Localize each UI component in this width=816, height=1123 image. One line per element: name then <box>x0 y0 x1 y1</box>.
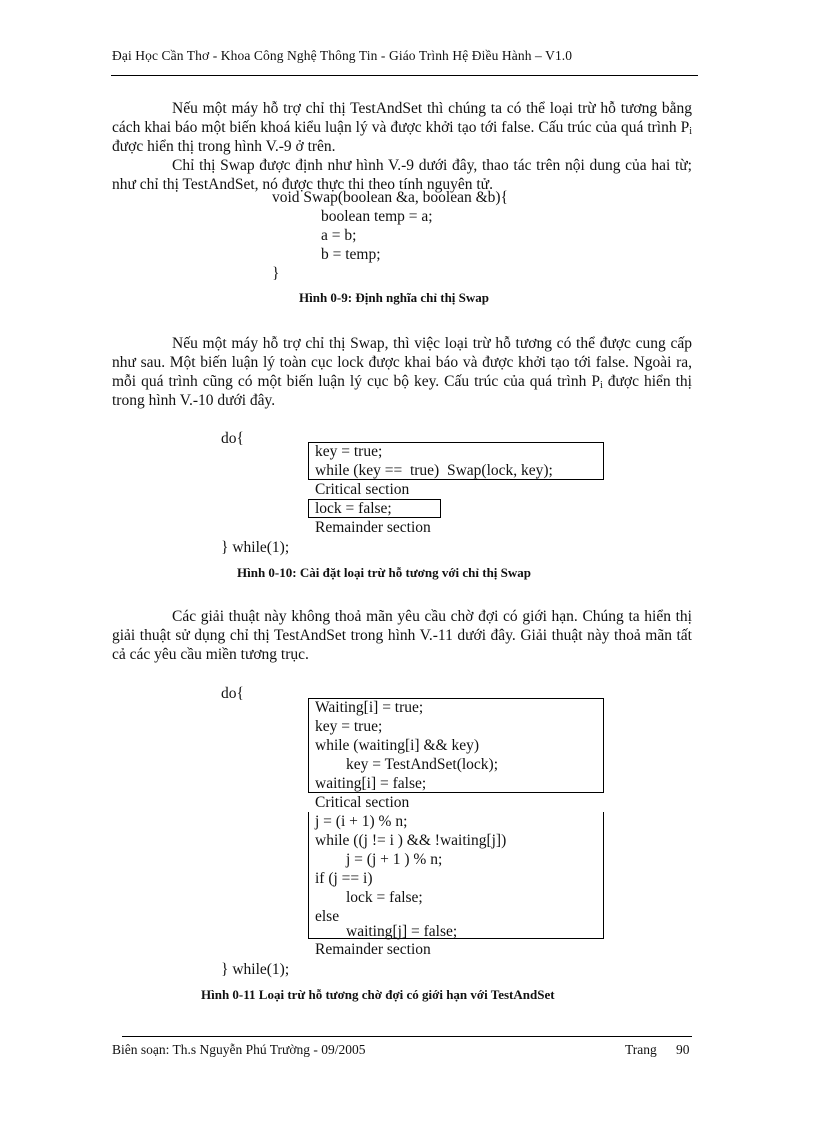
code-line: while (waiting[i] && key) <box>315 737 479 754</box>
figure-11-critical: Critical section <box>315 794 410 811</box>
code-line: boolean temp = a; <box>321 208 433 225</box>
figure-10-caption: Hình 0-10: Cài đặt loại trừ hỗ tương với chỉ thị Swap <box>237 565 532 580</box>
paragraph-testandset: Nếu một máy hỗ trợ chỉ thị TestAndSet thì chúng ta có thể loại trừ hỗ tương bằng cách khai báo một biến khoá kiểu luận lý và được khởi tạo tới false. Cấu trúc của quá trình $P_i$ được hiển thị trong hình V.-9 ở trên. <box>112 100 692 155</box>
code-line: while (key == true) Swap(lock, key); <box>315 462 553 479</box>
footer-page-number: 90 <box>676 1042 690 1057</box>
code-line: void Swap(boolean &a, boolean &b){ <box>272 189 509 206</box>
code-line: j = (j + 1 ) % n; <box>315 851 443 868</box>
code-line: key = TestAndSet(lock); <box>315 756 499 773</box>
header-rule <box>111 75 698 76</box>
section-2 <box>112 334 692 410</box>
figure-10-do: do{ <box>221 430 244 447</box>
code-line: else <box>315 908 340 925</box>
code-line: lock = false; <box>315 889 423 906</box>
code-line: lock = false; <box>315 500 392 517</box>
figure-9-code <box>272 188 508 283</box>
code-line: waiting[i] = false; <box>315 775 427 792</box>
section-3 <box>112 607 692 664</box>
paragraph-swap-def: Chỉ thị Swap được định như hình V.-9 dưới đây, thao tác trên nội dung của hai từ; như chỉ thị TestAndSet, nó được thực thi theo tính nguyên tử. <box>112 157 692 193</box>
figure-11-caption: Hình 0-11 Loại trừ hỗ tương chờ đợi có giới hạn với TestAndSet <box>201 987 555 1002</box>
page-header: Đại Học Cần Thơ - Khoa Công Nghệ Thông Tin - Giáo Trình Hệ Điều Hành – V1.0 <box>112 48 573 63</box>
code-line: key = true; <box>315 718 383 735</box>
code-line: b = temp; <box>321 246 381 263</box>
figure-11-remainder: Remainder section <box>315 941 431 958</box>
code-line: } <box>272 265 280 282</box>
code-line: key = true; <box>315 443 383 460</box>
figure-11-end: } while(1); <box>221 961 290 978</box>
figure-9-caption: Hình 0-9: Định nghĩa chỉ thị Swap <box>299 290 490 305</box>
code-line: waiting[j] = false; <box>315 923 458 940</box>
figure-10-remainder: Remainder section <box>315 519 431 536</box>
code-line: if (j == i) <box>315 870 373 887</box>
figure-11-do: do{ <box>221 685 244 702</box>
footer-page-label: Trang <box>625 1042 657 1057</box>
code-line: while ((j != i ) && !waiting[j]) <box>315 832 507 849</box>
figure-10-critical: Critical section <box>315 481 410 498</box>
section-1 <box>112 99 692 194</box>
code-line: Waiting[i] = true; <box>315 699 424 716</box>
code-line: a = b; <box>321 227 357 244</box>
paragraph-bounded-waiting: Các giải thuật này không thoả mãn yêu cầu chờ đợi có giới hạn. Chúng ta hiển thị giải thuật sử dụng chỉ thị TestAndSet trong hình V.-11 dưới đây. Giải thuật này thoả mãn tất cả các yêu cầu miền tương trục. <box>112 608 692 663</box>
code-line: j = (i + 1) % n; <box>315 813 408 830</box>
footer-author: Biên soạn: Th.s Nguyễn Phú Trường - 09/2005 <box>112 1042 366 1057</box>
footer-rule <box>122 1036 692 1037</box>
paragraph-swap-usage: Nếu một máy hỗ trợ chỉ thị Swap, thì việc loại trừ hỗ tương có thể được cung cấp như sau. Một biến luận lý toàn cục lock được khai báo và được khởi tạo tới false. Ngoài ra, mỗi quá trình cũng có một biến luận lý cục bộ key. Cấu trúc của quá trình $P_i$ được hiển thị trong hình V.-10 dưới đây. <box>112 335 692 409</box>
figure-10-end: } while(1); <box>221 539 290 556</box>
